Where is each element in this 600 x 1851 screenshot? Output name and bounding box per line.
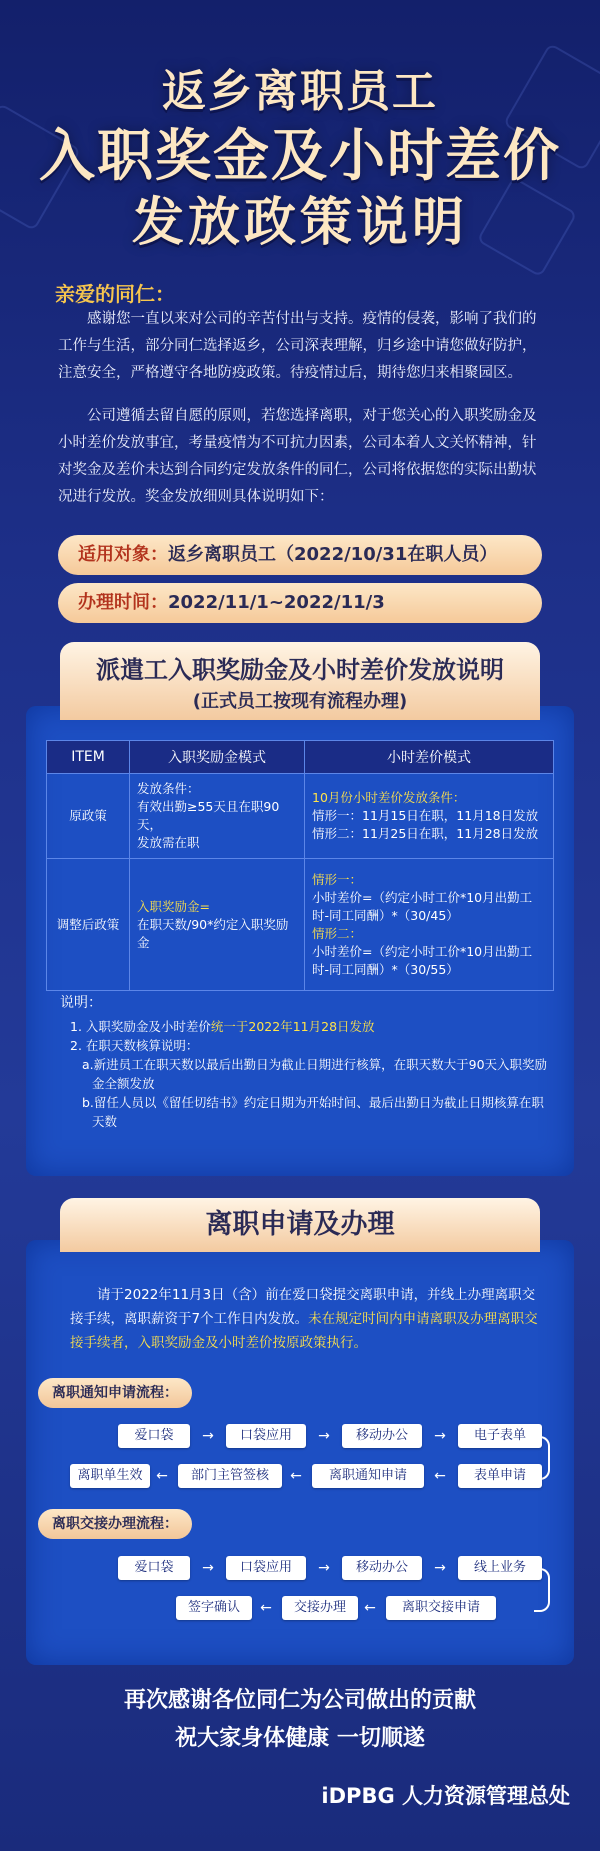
table-header-row bbox=[47, 741, 554, 774]
flow1-step: 移动办公 bbox=[342, 1424, 422, 1448]
flow2-step: 移动办公 bbox=[342, 1556, 422, 1580]
row1-bonus-line: 有效出勤≥55天且在职90天， bbox=[137, 799, 280, 832]
flow2-step: 线上业务 bbox=[458, 1556, 542, 1580]
row2-diff bbox=[305, 859, 554, 991]
row1-diff bbox=[305, 774, 554, 859]
row2-bonus-formula: 在职天数/90*约定入职奖励金 bbox=[137, 916, 289, 950]
row2-bonus bbox=[130, 859, 305, 991]
time-value: 2022/11/1~2022/11/3 bbox=[168, 592, 385, 613]
header-diff: 小时差价模式 bbox=[305, 741, 554, 774]
row2-case2-formula: 小时差价=（约定小时工价*10月出勤工时-同工同酬）*（30/55） bbox=[312, 943, 533, 977]
header-item: ITEM bbox=[47, 741, 130, 774]
arrow-left-icon: ← bbox=[260, 1600, 272, 1616]
notes-heading: 说明： bbox=[60, 995, 102, 1011]
note-1-text: 1. 入职奖励金及小时差价 bbox=[70, 1019, 211, 1034]
arrow-right-icon: → bbox=[434, 1428, 446, 1444]
paragraph-1: 感谢您一直以来对公司的辛苦付出与支持。疫情的侵袭，影响了我们的工作与生活，部分同仁选择返乡，公司深表理解，归乡途中请您做好防护，注意安全，严格遵守各地防疫政策。待疫情过后，期待您归来相聚园区。 bbox=[58, 311, 537, 381]
row1-bonus-line: 发放条件： bbox=[137, 781, 200, 796]
section1-title: 派遣工入职奖励金及小时差价发放说明 bbox=[96, 656, 504, 684]
signature: iDPBG 人力资源管理总处 bbox=[321, 1784, 570, 1808]
flow-connector bbox=[534, 1568, 550, 1612]
flow1-step: 电子表单 bbox=[458, 1424, 542, 1448]
row1-diff-title: 10月份小时差价发放条件： bbox=[312, 790, 466, 805]
flow2-label: 离职交接办理流程： bbox=[38, 1509, 192, 1539]
flow1-step: 离职通知申请 bbox=[312, 1464, 424, 1488]
header-bonus: 入职奖励金模式 bbox=[130, 741, 305, 774]
flow2-step: 爱口袋 bbox=[118, 1556, 190, 1580]
note-sub-b: b.留任人员以《留任切结书》约定日期为开始时间、最后出勤日为截止日期核算在职天数 bbox=[82, 1095, 544, 1129]
row1-diff-line: 情形一：11月15日在职，11月18日发放 bbox=[312, 808, 539, 823]
title-line-1: 返乡离职员工 bbox=[162, 66, 438, 117]
table-row-adjusted bbox=[47, 859, 554, 991]
notes-block bbox=[60, 994, 550, 1131]
row2-case2-label: 情形二： bbox=[312, 925, 363, 941]
note-item-1 bbox=[60, 1017, 550, 1036]
flow2-step: 离职交接申请 bbox=[386, 1596, 496, 1620]
arrow-left-icon: ← bbox=[290, 1468, 302, 1484]
flow1-step: 离职单生效 bbox=[70, 1464, 150, 1488]
arrow-right-icon: → bbox=[202, 1428, 214, 1444]
greeting: 亲爱的同仁： bbox=[55, 282, 175, 306]
flow1-step: 部门主管签核 bbox=[178, 1464, 282, 1488]
policy-table bbox=[46, 740, 554, 991]
closing-line-1: 再次感谢各位同仁为公司做出的贡献 bbox=[123, 1688, 476, 1713]
paragraph-2: 公司遵循去留自愿的原则，若您选择离职，对于您关心的入职奖励金及小时差价发放事宜，考量疫情为不可抗力因素，公司本着人文关怀精神，针对奖金及差价未达到合同约定发放条件的同仁，公司将依据您的实际出勤状况进行发放。奖金发放细则具体说明如下： bbox=[58, 408, 537, 505]
row2-case1-formula: 小时差价=（约定小时工价*10月出勤工时-同工同酬）*（30/45） bbox=[312, 889, 533, 923]
section2-intro bbox=[70, 1283, 538, 1355]
row2-item: 调整后政策 bbox=[47, 859, 130, 991]
closing-line-2: 祝大家身体健康 一切顺遂 bbox=[175, 1726, 425, 1751]
arrow-left-icon: ← bbox=[156, 1468, 168, 1484]
row2-case1-label: 情形一： bbox=[312, 871, 363, 887]
flow1-label: 离职通知申请流程： bbox=[38, 1378, 192, 1408]
intro-highlight: 未在规定时间内申请离职及办理离职交接手续者，入职奖励金及小时差价按原政策执行。 bbox=[70, 1311, 538, 1351]
arrow-right-icon: → bbox=[434, 1560, 446, 1576]
arrow-left-icon: ← bbox=[434, 1468, 446, 1484]
note-sub-a: a.新进员工在职天数以最后出勤日为截止日期进行核算，在职天数大于90天入职奖励金全额发放 bbox=[82, 1057, 548, 1091]
note-1-highlight: 统一于2022年11月28日发放 bbox=[210, 1019, 375, 1034]
row2-bonus-title: 入职奖励金= bbox=[137, 898, 210, 914]
section2-title: 离职申请及办理 bbox=[60, 1198, 540, 1252]
row1-bonus-line: 发放需在职 bbox=[137, 835, 200, 850]
arrow-right-icon: → bbox=[318, 1560, 330, 1576]
table-row-original bbox=[47, 774, 554, 859]
arrow-left-icon: ← bbox=[364, 1600, 376, 1616]
flow2-step: 口袋应用 bbox=[226, 1556, 306, 1580]
arrow-right-icon: → bbox=[202, 1560, 214, 1576]
flow2-step: 签字确认 bbox=[176, 1596, 252, 1620]
time-pill bbox=[58, 583, 542, 623]
flow1-step: 爱口袋 bbox=[118, 1424, 190, 1448]
target-label: 适用对象： bbox=[78, 544, 168, 565]
flow2-step: 交接办理 bbox=[282, 1596, 358, 1620]
time-label: 办理时间： bbox=[78, 592, 168, 613]
section1-tab bbox=[60, 642, 540, 720]
target-value: 返乡离职员工（2022/10/31在职人员） bbox=[168, 544, 498, 565]
arrow-right-icon: → bbox=[318, 1428, 330, 1444]
title-line-3: 发放政策说明 bbox=[131, 193, 468, 253]
row1-diff-line: 情形二：11月25日在职，11月28日发放 bbox=[312, 826, 539, 841]
section1-subtitle: (正式员工按现有流程办理) bbox=[192, 691, 408, 712]
target-pill bbox=[58, 535, 542, 575]
flow1-step: 表单申请 bbox=[458, 1464, 542, 1488]
title-line-2: 入职奖金及小时差价 bbox=[39, 124, 561, 189]
note-item-2: 2. 在职天数核算说明： bbox=[70, 1038, 199, 1053]
row1-item: 原政策 bbox=[47, 774, 130, 859]
row1-bonus bbox=[130, 774, 305, 859]
intro-text: 请于2022年11月3日（含）前在爱口袋提交离职申请，并线上办理离职交接手续，离职薪资于7个工作日内发放。 bbox=[70, 1287, 536, 1327]
flow1-step: 口袋应用 bbox=[226, 1424, 306, 1448]
